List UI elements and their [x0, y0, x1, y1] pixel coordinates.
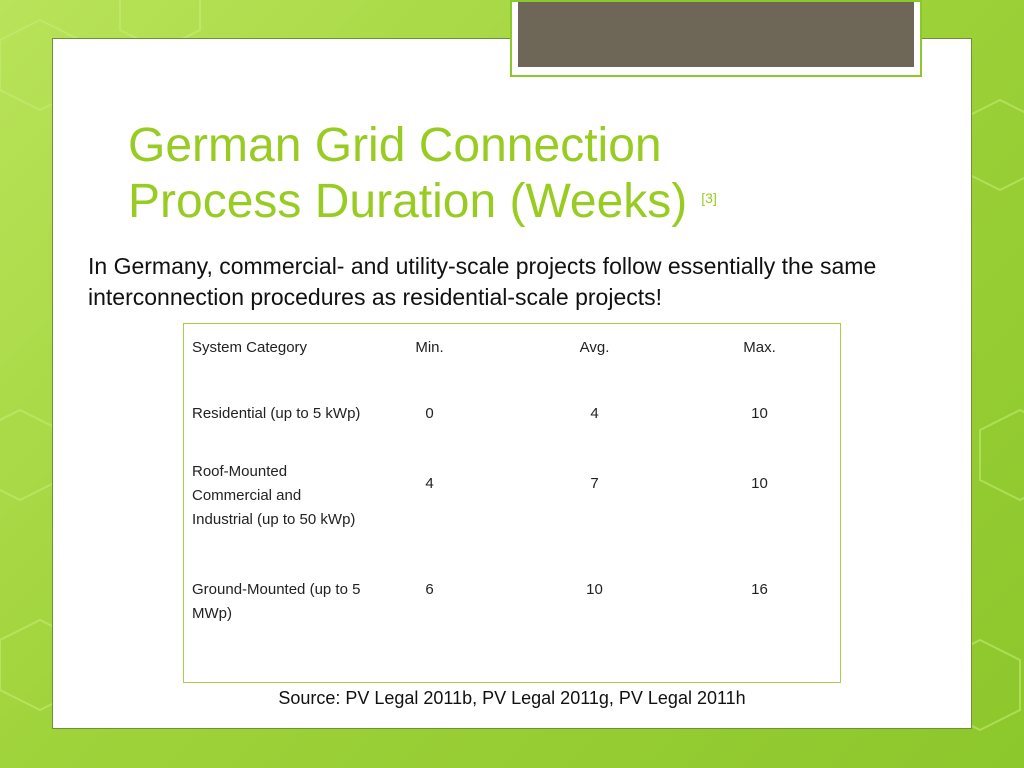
row-category: Residential (up to 5 kWp) — [192, 405, 361, 422]
row-max: 16 — [751, 581, 768, 598]
row-avg: 10 — [586, 581, 603, 598]
source-citation: Source: PV Legal 2011b, PV Legal 2011g, PV Legal 2011h — [278, 688, 746, 708]
header-max: Max. — [743, 339, 776, 356]
intro-text: In Germany, commercial- and utility-scale projects follow essentially the same interconnection procedures as residential-scale projects! — [88, 253, 877, 310]
row-min: 6 — [425, 581, 434, 598]
row-avg: 4 — [590, 405, 599, 422]
row-min: 0 — [425, 405, 434, 422]
table-row — [192, 578, 827, 638]
duration-table — [192, 336, 827, 638]
title-reference: [3] — [701, 190, 717, 206]
row-max: 10 — [751, 405, 768, 422]
decorative-tab-fill — [518, 2, 914, 67]
title-line-2: Process Duration (Weeks) — [128, 175, 688, 228]
row-category: Roof-Mounted Commercial and Industrial (up to 50 kWp) — [192, 463, 356, 528]
decorative-tab — [510, 0, 922, 77]
row-avg: 7 — [590, 475, 599, 492]
duration-table-box — [183, 323, 841, 683]
title-line-1: German Grid Connection — [128, 119, 662, 172]
header-min: Min. — [415, 339, 444, 356]
row-max: 10 — [751, 475, 768, 492]
row-category: Ground-Mounted (up to 5 MWp) — [192, 581, 361, 622]
table-row — [192, 460, 827, 578]
header-avg: Avg. — [579, 339, 610, 356]
row-min: 4 — [425, 475, 434, 492]
table-header-row — [192, 336, 827, 402]
header-system-category: System Category — [192, 339, 308, 356]
slide-title — [128, 118, 888, 240]
table-row — [192, 402, 827, 460]
